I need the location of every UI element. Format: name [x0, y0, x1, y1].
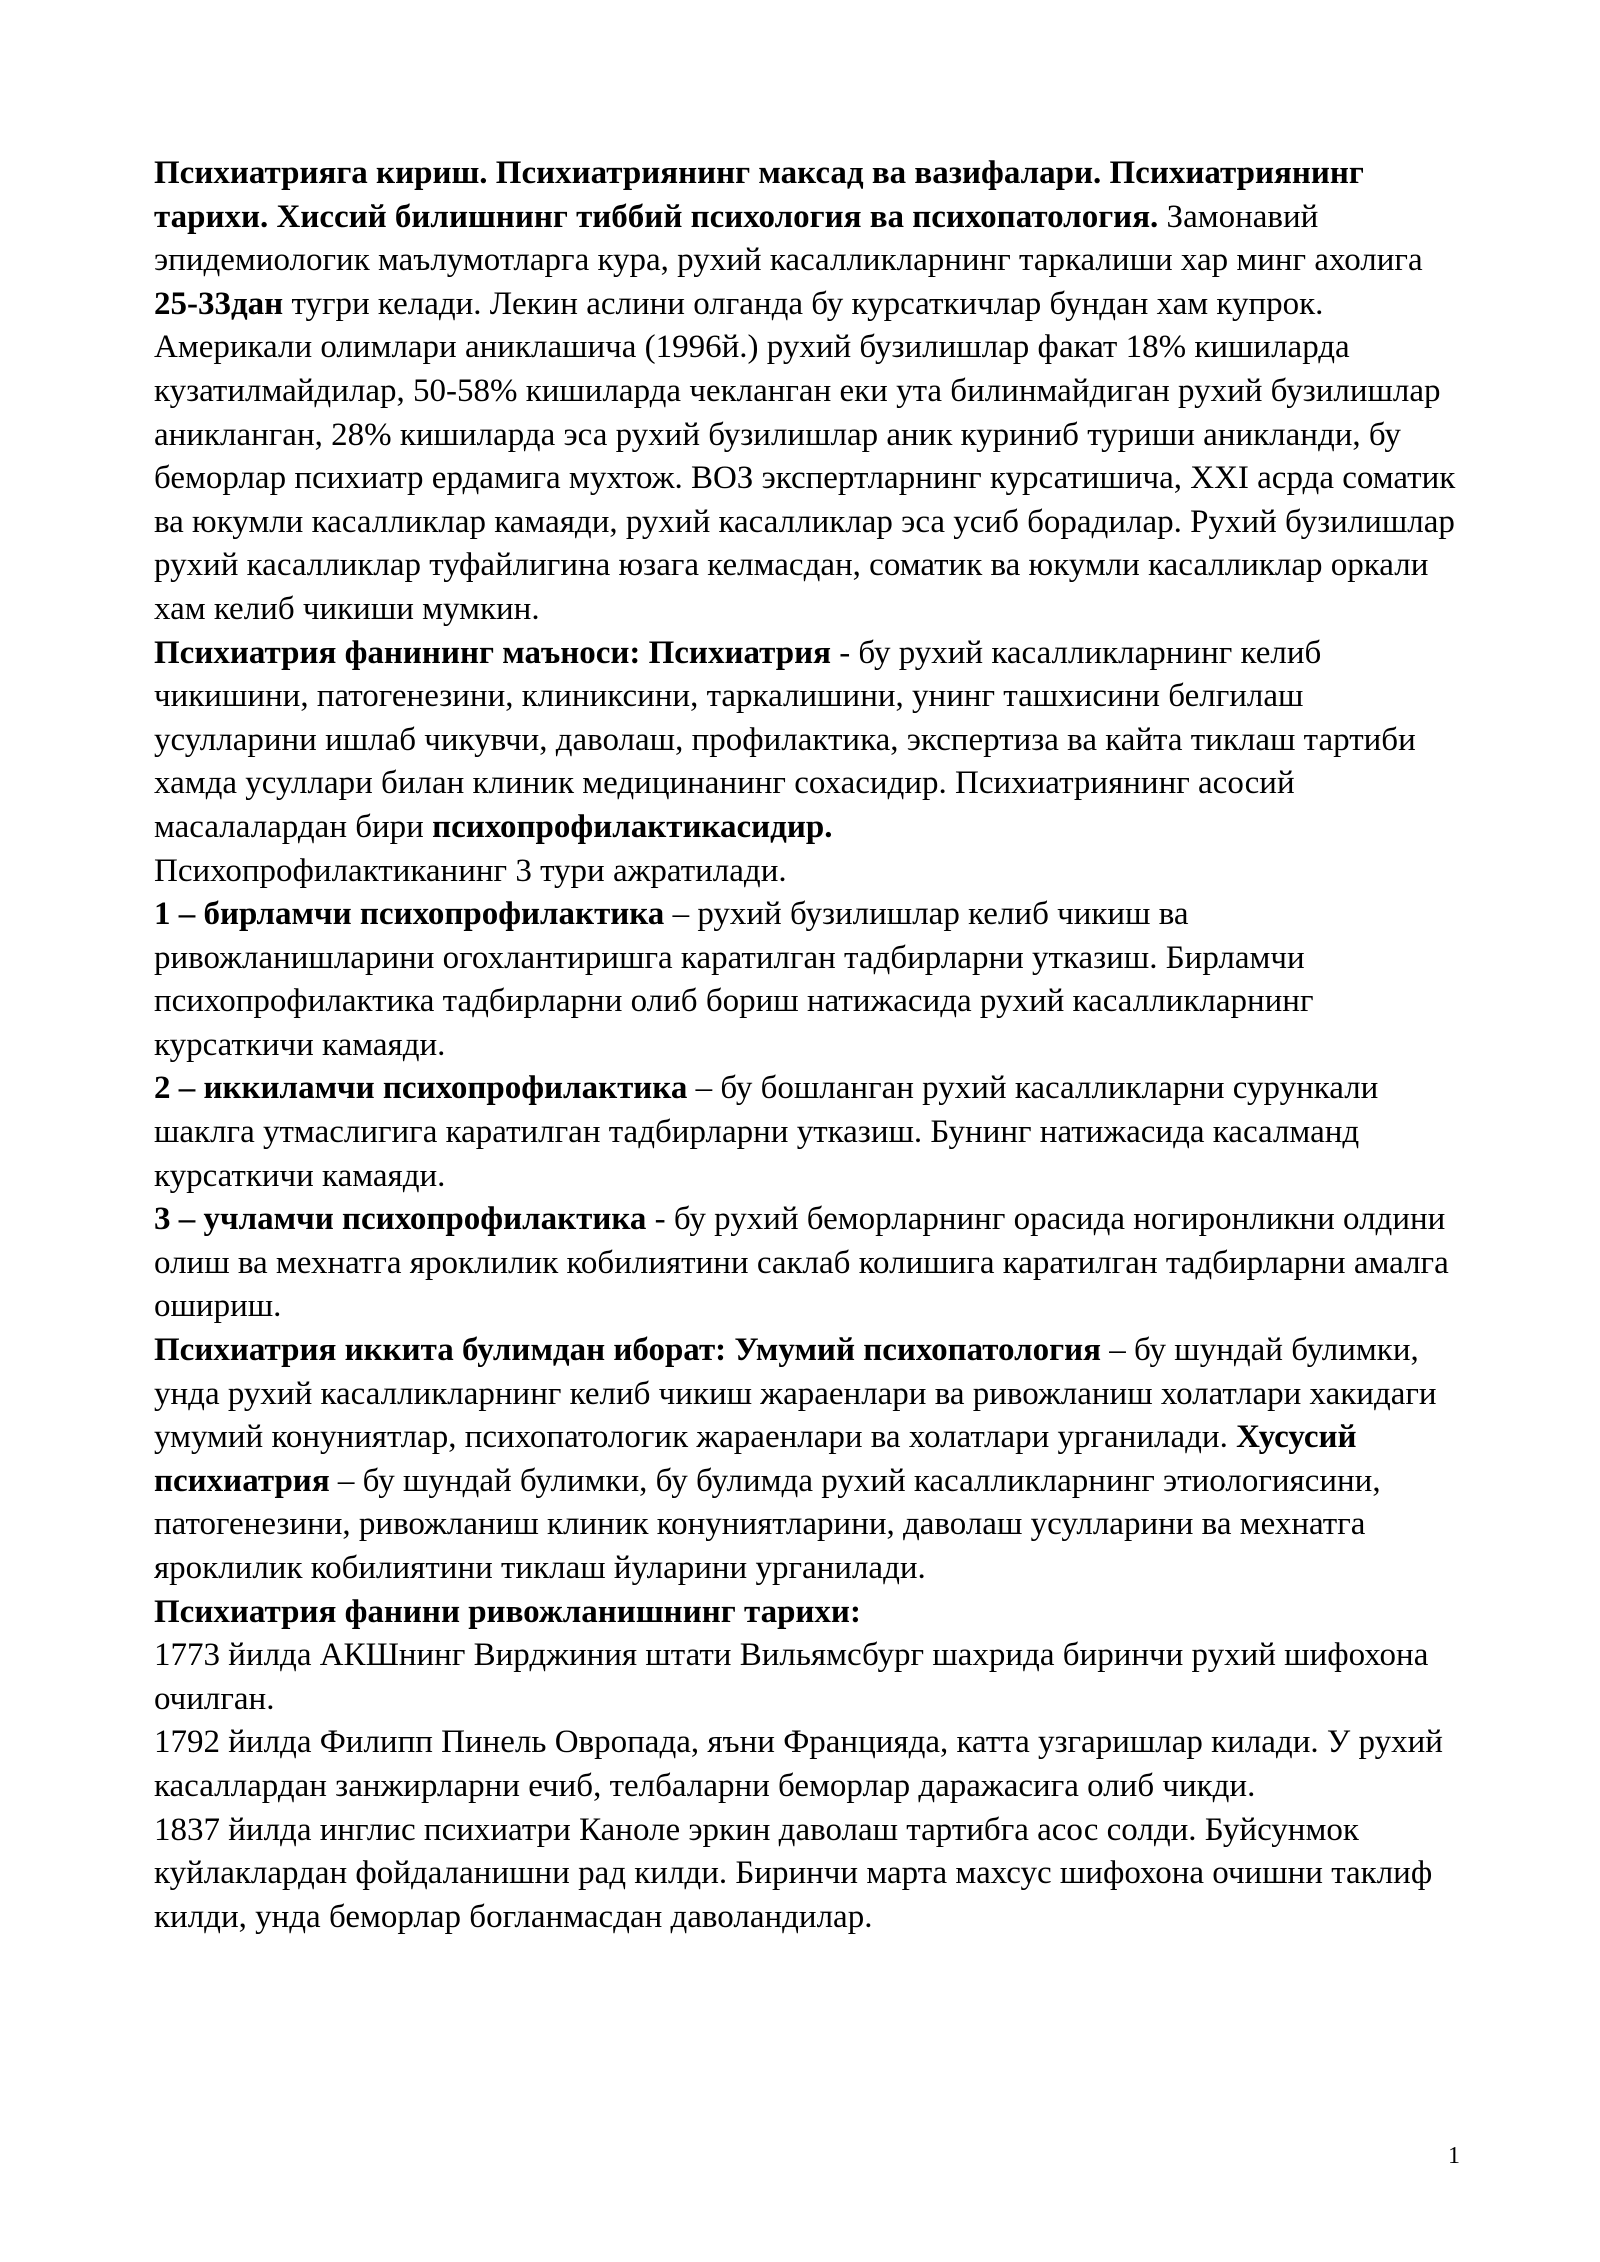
- secondary-prophylaxis-text: – бу бошланган рухий касалликларни сурункали шаклга утмаслигига каратилган тадбирларни утказиш. Бунинг натижасида касалманд курсаткичи камаяди.: [154, 1070, 1379, 1194]
- paragraph-intro: [154, 152, 1464, 632]
- intro-text-2: тугри келади. Лекин аслини олганда бу курсаткичлар бундан хам купрок. Америкали олимлари аниклашича (1996й.) рухий бузилишлар факат 18% кишиларда кузатилмайдилар, 50-58% кишиларда чекланган еки ута билинмайдиган рухий бузилишлар аникланган, 28% кишиларда эса рухий бузилишлар аник куриниб туриши аникланди, бу беморлар психиатр ердамига мухтож. ВОЗ экспертларнинг курсатишича, XXI асрда соматик ва юкумли касалликлар камаяди, рухий касалликлар эса усиб борадилар. Рухий бузилишлар рухий касалликлар туфайлигина юзага келмасдан, соматик ва юкумли касалликлар оркали хам келиб чикиши мумкин.: [154, 285, 1456, 627]
- intro-bold-figure: 25-33дан: [154, 285, 284, 322]
- document-body: [154, 152, 1464, 1939]
- definition-heading: Психиатрия фанининг маъноси: Психиатрия: [154, 634, 831, 671]
- sections-text-2: – бу шундай булимки, бу булимда рухий касалликларнинг этиологиясини, патогенезини, ривожланиш клиник конуниятларини, даволаш усулларини ва мехнатга яроклилик кобилиятини тиклаш йуларини урганилади.: [154, 1462, 1381, 1586]
- page-number: 1: [1448, 2143, 1460, 2169]
- prophylaxis-types-text: Психопрофилактиканинг 3 тури ажратилади.: [154, 852, 787, 889]
- history-heading: Психиатрия фанини ривожланишнинг тарихи:: [154, 1593, 861, 1630]
- definition-text: - бу рухий касалликларнинг келиб чикишини, патогенезини, клиниксини, таркалишини, унинг ташхисини белгилаш усулларини ишлаб чикувчи, даволаш, профилактика, экспертиза ва кайта тиклаш тартиби хамда усуллари билан клиник медицинанинг сохасидир. Психиатриянинг асосий масалалардан бири: [154, 634, 1416, 845]
- sections-bold-term: Хусусий психиатрия: [154, 1419, 1357, 1499]
- secondary-prophylaxis-term: 2 – иккиламчи психопрофилактика: [154, 1070, 688, 1107]
- paragraph-sections: [154, 1329, 1464, 1591]
- history-1773-text: 1773 йилда АКШнинг Вирджиния штати Вильямсбург шахрида биринчи рухий шифохона очилган.: [154, 1637, 1429, 1717]
- paragraph-prophylaxis-types: [154, 850, 1464, 894]
- paragraph-history-1837: [154, 1809, 1464, 1940]
- paragraph-history-1773: [154, 1634, 1464, 1721]
- tertiary-prophylaxis-term: 3 – учламчи психопрофилактика: [154, 1201, 647, 1238]
- tertiary-prophylaxis-text: - бу рухий беморларнинг орасида ногиронликни олдини олиш ва мехнатга яроклилик кобилиятини саклаб колишига каратилган тадбирларни амалга ошириш.: [154, 1201, 1449, 1325]
- sections-text-1: – бу шундай булимки, унда рухий касалликларнинг келиб чикиш жараенлари ва ривожланиш холатлари хакидаги умумий конуниятлар, психопатологик жараенлари ва холатлари урганилади.: [154, 1332, 1437, 1456]
- intro-heading: Психиатрияга кириш. Психиатриянинг максад ва вазифалари. Психиатриянинг тарихи. Хиссий билишнинг тиббий психология ва психопатология.: [154, 155, 1364, 235]
- sections-heading: Психиатрия иккита булимдан иборат: Умумий психопатология: [154, 1332, 1101, 1369]
- definition-bold-term: психопрофилактикасидир.: [432, 808, 833, 845]
- paragraph-primary-prophylaxis: [154, 893, 1464, 1067]
- paragraph-history-1792: [154, 1721, 1464, 1808]
- paragraph-secondary-prophylaxis: [154, 1067, 1464, 1198]
- primary-prophylaxis-term: 1 – бирламчи психопрофилактика: [154, 896, 665, 933]
- paragraph-definition: [154, 632, 1464, 850]
- primary-prophylaxis-text: – рухий бузилишлар келиб чикиш ва ривожланишларини огохлантиришга каратилган тадбирларни утказиш. Бирламчи психопрофилактика тадбирларни олиб бориш натижасида рухий касалликларнинг курсаткичи камаяди.: [154, 896, 1314, 1063]
- intro-text-1: Замонавий эпидемиологик маълумотларга кура, рухий касалликларнинг таркалиши хар минг ахолига: [154, 198, 1423, 279]
- history-1837-text: 1837 йилда инглис психиатри Каноле эркин даволаш тартибга асос солди. Буйсунмок куйлаклардан фойдаланишни рад килди. Биринчи марта махсус шифохона очишни таклиф килди, унда беморлар богланмасдан даволандилар.: [154, 1811, 1433, 1935]
- history-1792-text: 1792 йилда Филипп Пинель Овропада, яъни Францияда, катта узгаришлар килади. У рухий касаллардан занжирларни ечиб, телбаларни беморлар даражасига олиб чикди.: [154, 1724, 1443, 1804]
- paragraph-tertiary-prophylaxis: [154, 1198, 1464, 1329]
- paragraph-history-heading: [154, 1591, 1464, 1635]
